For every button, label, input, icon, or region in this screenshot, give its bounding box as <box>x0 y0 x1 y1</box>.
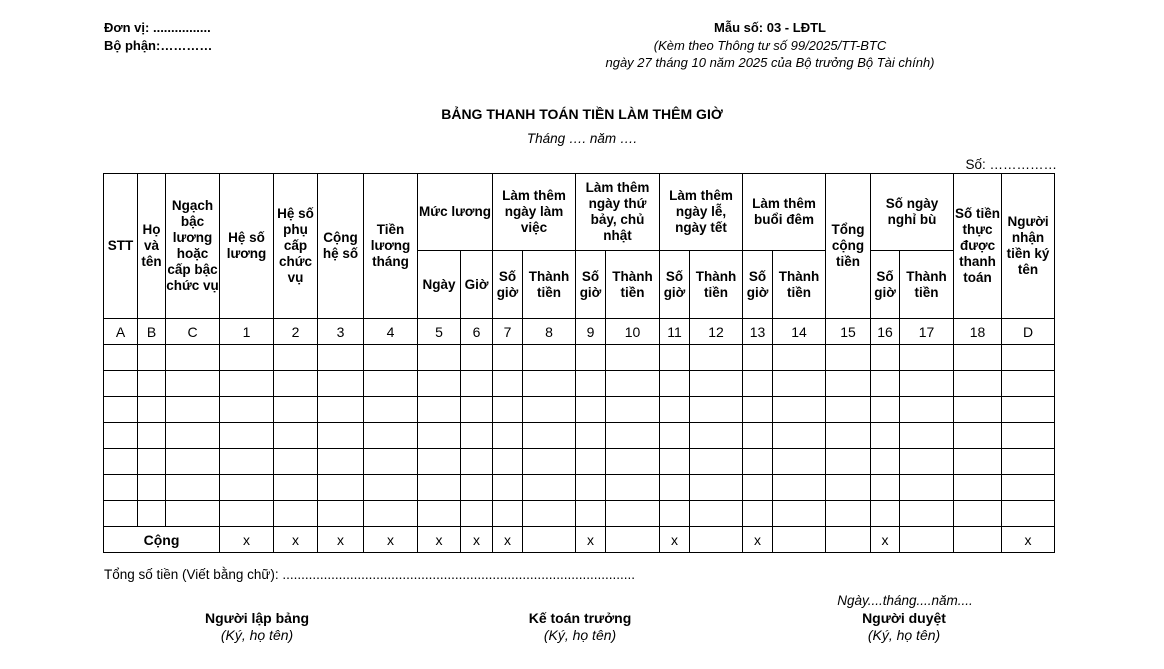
table-cell[interactable] <box>871 501 900 527</box>
table-cell[interactable] <box>690 397 743 423</box>
table-cell[interactable] <box>1002 449 1055 475</box>
table-cell[interactable] <box>523 345 576 371</box>
total-cell: x <box>364 527 418 553</box>
table-cell[interactable] <box>138 345 166 371</box>
table-cell[interactable] <box>660 475 690 501</box>
header-rate-hour: Giờ <box>461 251 493 319</box>
table-cell[interactable] <box>220 345 274 371</box>
column-code: 16 <box>871 319 900 345</box>
table-cell[interactable] <box>418 423 461 449</box>
table-cell[interactable] <box>954 423 1002 449</box>
table-cell[interactable] <box>461 371 493 397</box>
table-cell[interactable] <box>826 501 871 527</box>
header-name: Họ và tên <box>138 174 166 319</box>
header-weekend-amount: Thành tiền <box>606 251 660 319</box>
header-ot-workday: Làm thêm ngày làm việc <box>493 174 576 251</box>
table-cell[interactable] <box>104 501 138 527</box>
total-cell <box>690 527 743 553</box>
table-cell[interactable] <box>166 449 220 475</box>
table-cell[interactable] <box>493 475 523 501</box>
table-cell[interactable] <box>523 449 576 475</box>
header-monthly-salary: Tiền lương tháng <box>364 174 418 319</box>
table-cell[interactable] <box>318 501 364 527</box>
table-cell[interactable] <box>364 501 418 527</box>
table-cell[interactable] <box>1002 371 1055 397</box>
table-cell[interactable] <box>606 501 660 527</box>
table-cell[interactable] <box>576 397 606 423</box>
table-cell[interactable] <box>364 371 418 397</box>
table-cell[interactable] <box>743 449 773 475</box>
total-cell: x <box>1002 527 1055 553</box>
table-row <box>104 501 1055 527</box>
table-cell[interactable] <box>318 449 364 475</box>
date-line: Ngày....tháng....năm.... <box>837 593 973 608</box>
table-cell[interactable] <box>138 475 166 501</box>
table-row <box>104 423 1055 449</box>
total-cell: x <box>743 527 773 553</box>
table-cell[interactable] <box>104 345 138 371</box>
total-cell: x <box>318 527 364 553</box>
column-code: 6 <box>461 319 493 345</box>
signer-3-note: (Ký, họ tên) <box>867 627 941 643</box>
header-ot-night: Làm thêm buổi đêm <box>743 174 826 251</box>
total-cell: x <box>461 527 493 553</box>
table-cell[interactable] <box>743 345 773 371</box>
total-cell: x <box>576 527 606 553</box>
amount-in-words: Tổng số tiền (Viết bằng chữ): .............................................................................................. <box>104 567 635 582</box>
table-cell[interactable] <box>826 449 871 475</box>
table-cell[interactable] <box>826 345 871 371</box>
table-cell[interactable] <box>900 423 954 449</box>
table-cell[interactable] <box>826 475 871 501</box>
table-cell[interactable] <box>166 371 220 397</box>
header-allowance-coefficient: Hệ số phụ cấp chức vụ <box>274 174 318 319</box>
header-holiday-hours: Số giờ <box>660 251 690 319</box>
header-grand-total: Tổng cộng tiền <box>826 174 871 319</box>
table-cell[interactable] <box>220 397 274 423</box>
table-cell[interactable] <box>418 449 461 475</box>
total-row <box>104 527 1055 553</box>
table-cell[interactable] <box>660 423 690 449</box>
table-cell[interactable] <box>364 397 418 423</box>
table-cell[interactable] <box>166 475 220 501</box>
table-cell[interactable] <box>318 423 364 449</box>
table-cell[interactable] <box>138 501 166 527</box>
table-cell[interactable] <box>606 397 660 423</box>
signer-1-title: Người lập bảng <box>204 610 310 626</box>
header-comp-amount: Thành tiền <box>900 251 954 319</box>
table-row <box>104 345 1055 371</box>
table-cell[interactable] <box>461 475 493 501</box>
table-cell[interactable] <box>138 371 166 397</box>
table-cell[interactable] <box>318 397 364 423</box>
total-cell <box>773 527 826 553</box>
table-cell[interactable] <box>690 475 743 501</box>
table-cell[interactable] <box>274 423 318 449</box>
column-code: 13 <box>743 319 773 345</box>
table-cell[interactable] <box>461 501 493 527</box>
table-cell[interactable] <box>576 345 606 371</box>
table-cell[interactable] <box>523 423 576 449</box>
signer-3-title: Người duyệt <box>862 610 946 626</box>
table-cell[interactable] <box>690 501 743 527</box>
table-cell[interactable] <box>954 345 1002 371</box>
table-cell[interactable] <box>318 371 364 397</box>
table-cell[interactable] <box>364 449 418 475</box>
header-workday-hours: Số giờ <box>493 251 523 319</box>
column-code: 3 <box>318 319 364 345</box>
header-ot-weekend: Làm thêm ngày thứ bảy, chủ nhật <box>576 174 660 251</box>
total-cell: x <box>274 527 318 553</box>
table-cell[interactable] <box>900 449 954 475</box>
table-cell[interactable] <box>743 423 773 449</box>
table-cell[interactable] <box>493 397 523 423</box>
header-paid-amount: Số tiền thực được thanh toán <box>954 174 1002 319</box>
header-comp-days: Số ngày nghỉ bù <box>871 174 954 251</box>
table-cell[interactable] <box>104 397 138 423</box>
table-cell[interactable] <box>954 397 1002 423</box>
table-row <box>104 449 1055 475</box>
column-code: 1 <box>220 319 274 345</box>
table-cell[interactable] <box>690 423 743 449</box>
table-cell[interactable] <box>493 371 523 397</box>
table-cell[interactable] <box>954 501 1002 527</box>
table-cell[interactable] <box>773 423 826 449</box>
table-cell[interactable] <box>576 475 606 501</box>
table-cell[interactable] <box>1002 397 1055 423</box>
table-cell[interactable] <box>461 449 493 475</box>
table-cell[interactable] <box>660 345 690 371</box>
table-cell[interactable] <box>660 501 690 527</box>
header-stt: STT <box>104 174 138 319</box>
total-cell <box>954 527 1002 553</box>
signer-1-note: (Ký, họ tên) <box>220 627 294 643</box>
header-ot-holiday: Làm thêm ngày lễ, ngày tết <box>660 174 743 251</box>
table-cell[interactable] <box>274 371 318 397</box>
table-cell[interactable] <box>743 501 773 527</box>
table-cell[interactable] <box>773 397 826 423</box>
column-code: B <box>138 319 166 345</box>
table-cell[interactable] <box>220 449 274 475</box>
column-code: 4 <box>364 319 418 345</box>
table-cell[interactable] <box>364 345 418 371</box>
table-cell[interactable] <box>166 397 220 423</box>
table-cell[interactable] <box>461 397 493 423</box>
table-cell[interactable] <box>418 371 461 397</box>
column-code: 11 <box>660 319 690 345</box>
table-cell[interactable] <box>660 449 690 475</box>
table-cell[interactable] <box>773 475 826 501</box>
table-row <box>104 371 1055 397</box>
table-cell[interactable] <box>1002 345 1055 371</box>
table-cell[interactable] <box>364 423 418 449</box>
table-cell[interactable] <box>954 449 1002 475</box>
header-rate-day: Ngày <box>418 251 461 319</box>
column-code: 9 <box>576 319 606 345</box>
column-code: 10 <box>606 319 660 345</box>
table-cell[interactable] <box>871 475 900 501</box>
table-cell[interactable] <box>606 371 660 397</box>
table-cell[interactable] <box>418 345 461 371</box>
table-cell[interactable] <box>274 449 318 475</box>
form-note-line2: ngày 27 tháng 10 năm 2025 của Bộ trưởng Bộ Tài chính) <box>605 55 935 70</box>
header-holiday-amount: Thành tiền <box>690 251 743 319</box>
table-cell[interactable] <box>220 501 274 527</box>
table-cell[interactable] <box>493 501 523 527</box>
column-code: 15 <box>826 319 871 345</box>
table-cell[interactable] <box>690 371 743 397</box>
total-cell <box>606 527 660 553</box>
table-cell[interactable] <box>743 397 773 423</box>
table-cell[interactable] <box>576 449 606 475</box>
table-cell[interactable] <box>418 397 461 423</box>
table-cell[interactable] <box>461 423 493 449</box>
header-night-hours: Số giờ <box>743 251 773 319</box>
table-cell[interactable] <box>493 423 523 449</box>
signer-2-title: Kế toán trưởng <box>528 610 632 626</box>
column-code: D <box>1002 319 1055 345</box>
table-cell[interactable] <box>274 345 318 371</box>
table-cell[interactable] <box>1002 501 1055 527</box>
table-cell[interactable] <box>690 449 743 475</box>
total-cell <box>900 527 954 553</box>
column-code: 8 <box>523 319 576 345</box>
table-cell[interactable] <box>871 397 900 423</box>
table-cell[interactable] <box>606 475 660 501</box>
unit-label: Đơn vị: ................ <box>104 20 211 35</box>
table-cell[interactable] <box>900 397 954 423</box>
header-recipient-signature: Người nhận tiền ký tên <box>1002 174 1055 319</box>
table-cell[interactable] <box>523 371 576 397</box>
header-grade: Ngạch bậc lương hoặc cấp bậc chức vụ <box>166 174 220 319</box>
table-cell[interactable] <box>220 371 274 397</box>
table-cell[interactable] <box>606 345 660 371</box>
total-cell: x <box>493 527 523 553</box>
header-salary-coefficient: Hệ số lương <box>220 174 274 319</box>
page-title: BẢNG THANH TOÁN TIỀN LÀM THÊM GIỜ <box>441 106 723 122</box>
header-workday-amount: Thành tiền <box>523 251 576 319</box>
header-night-amount: Thành tiền <box>773 251 826 319</box>
table-cell[interactable] <box>826 371 871 397</box>
table-cell[interactable] <box>523 475 576 501</box>
period-subtitle: Tháng …. năm …. <box>526 131 638 146</box>
table-cell[interactable] <box>900 345 954 371</box>
table-cell[interactable] <box>871 423 900 449</box>
table-cell[interactable] <box>418 475 461 501</box>
table-cell[interactable] <box>493 345 523 371</box>
table-cell[interactable] <box>318 475 364 501</box>
table-cell[interactable] <box>104 449 138 475</box>
table-cell[interactable] <box>523 501 576 527</box>
table-cell[interactable] <box>900 475 954 501</box>
table-cell[interactable] <box>138 449 166 475</box>
table-cell[interactable] <box>826 397 871 423</box>
table-cell[interactable] <box>773 371 826 397</box>
table-cell[interactable] <box>576 423 606 449</box>
table-cell[interactable] <box>418 501 461 527</box>
table-cell[interactable] <box>606 423 660 449</box>
table-cell[interactable] <box>220 423 274 449</box>
table-cell[interactable] <box>954 371 1002 397</box>
form-note-line1: (Kèm theo Thông tư số 99/2025/TT-BTC <box>653 38 887 53</box>
total-cell <box>826 527 871 553</box>
table-cell[interactable] <box>461 345 493 371</box>
table-cell[interactable] <box>773 449 826 475</box>
table-cell[interactable] <box>166 423 220 449</box>
total-label: Cộng <box>104 527 220 553</box>
table-cell[interactable] <box>690 345 743 371</box>
table-cell[interactable] <box>364 475 418 501</box>
header-salary-rate: Mức lương <box>418 174 493 251</box>
table-cell[interactable] <box>871 371 900 397</box>
total-cell: x <box>418 527 461 553</box>
table-cell[interactable] <box>104 423 138 449</box>
table-cell[interactable] <box>826 423 871 449</box>
total-cell: x <box>871 527 900 553</box>
column-code: 2 <box>274 319 318 345</box>
table-cell[interactable] <box>1002 475 1055 501</box>
total-cell: x <box>660 527 690 553</box>
table-cell[interactable] <box>1002 423 1055 449</box>
table-cell[interactable] <box>318 345 364 371</box>
table-cell[interactable] <box>743 371 773 397</box>
table-cell[interactable] <box>900 371 954 397</box>
table-cell[interactable] <box>743 475 773 501</box>
table-cell[interactable] <box>274 501 318 527</box>
table-cell[interactable] <box>274 397 318 423</box>
table-cell[interactable] <box>138 423 166 449</box>
table-cell[interactable] <box>871 345 900 371</box>
column-code: 18 <box>954 319 1002 345</box>
table-cell[interactable] <box>660 397 690 423</box>
column-code: 5 <box>418 319 461 345</box>
table-cell[interactable] <box>274 475 318 501</box>
table-cell[interactable] <box>773 501 826 527</box>
column-code: 17 <box>900 319 954 345</box>
table-cell[interactable] <box>138 397 166 423</box>
table-cell[interactable] <box>576 371 606 397</box>
document-number: Số: …………… <box>965 157 1057 172</box>
form-number: Mẫu số: 03 - LĐTL <box>714 20 826 35</box>
table-row <box>104 475 1055 501</box>
column-code-row <box>104 319 1055 345</box>
table-cell[interactable] <box>606 449 660 475</box>
column-code: 12 <box>690 319 743 345</box>
signer-2-note: (Ký, họ tên) <box>543 627 617 643</box>
column-code: C <box>166 319 220 345</box>
table-cell[interactable] <box>104 475 138 501</box>
table-cell[interactable] <box>166 345 220 371</box>
table-cell[interactable] <box>220 475 274 501</box>
column-code: A <box>104 319 138 345</box>
table-cell[interactable] <box>900 501 954 527</box>
table-cell[interactable] <box>954 475 1002 501</box>
table-cell[interactable] <box>576 501 606 527</box>
overtime-table <box>103 173 1055 553</box>
table-row <box>104 397 1055 423</box>
table-cell[interactable] <box>166 501 220 527</box>
total-cell: x <box>220 527 274 553</box>
header-weekend-hours: Số giờ <box>576 251 606 319</box>
table-cell[interactable] <box>773 345 826 371</box>
header-comp-hours: Số giờ <box>871 251 900 319</box>
header-total-coefficient: Cộng hệ số <box>318 174 364 319</box>
table-cell[interactable] <box>493 449 523 475</box>
column-code: 7 <box>493 319 523 345</box>
table-cell[interactable] <box>523 397 576 423</box>
column-code: 14 <box>773 319 826 345</box>
department-label: Bộ phận:………… <box>104 38 213 53</box>
table-cell[interactable] <box>660 371 690 397</box>
table-cell[interactable] <box>871 449 900 475</box>
table-cell[interactable] <box>104 371 138 397</box>
total-cell <box>523 527 576 553</box>
